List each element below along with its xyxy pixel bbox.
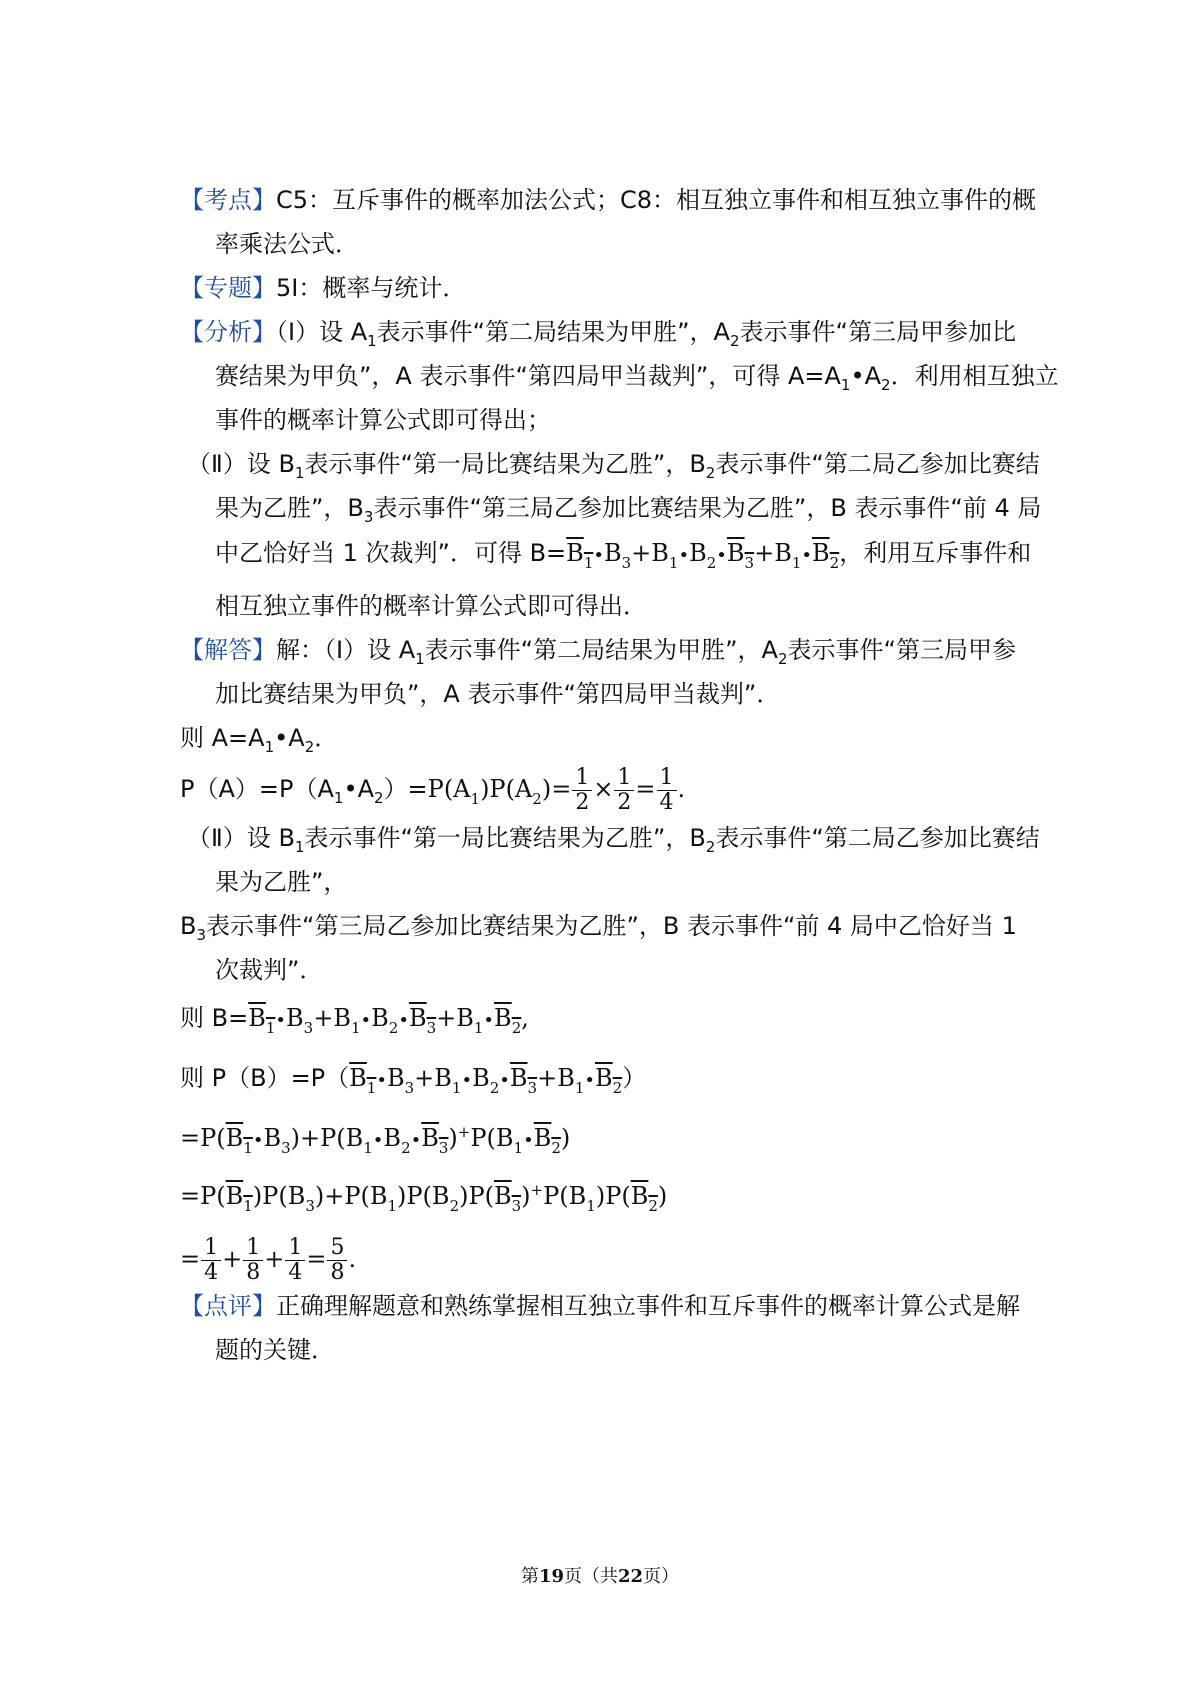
jieda-line-1 [180, 634, 1016, 669]
jieda-line-7 [180, 910, 1017, 945]
formula-pb: $B_1•B_3+B_1•B_2•B_3+B_1•B_2$ [349, 1064, 623, 1097]
fenxi-text: 表示事件“第二局结果为甲胜”，A [376, 318, 730, 346]
zhuanti-line [180, 272, 466, 304]
jieda-line-4 [180, 766, 685, 815]
subscript: 2 [374, 789, 384, 807]
jieda-text: B [180, 912, 197, 940]
fenxi-text: ．利用相互独立 [890, 362, 1059, 390]
fenxi-text: ，利用互斥事件和 [839, 539, 1032, 567]
subscript: 1 [840, 376, 851, 394]
jieda-text: 表示事件“第三局甲参 [787, 636, 1016, 664]
subscript: 1 [333, 789, 344, 807]
fenxi-tag: 【分析】 [180, 318, 276, 346]
subscript: 2 [729, 332, 740, 350]
fenxi-text: （Ⅰ）设 A [276, 318, 368, 346]
fenxi-text: 表示事件“第一局比赛结果为乙胜”，B [304, 450, 706, 478]
total-pages: 22 [618, 1566, 644, 1587]
kaodian-tag: 【考点】 [180, 186, 276, 214]
jieda-line-11 [180, 1122, 570, 1157]
jieda-line-8: 次裁判”． [215, 956, 324, 984]
subscript: 2 [705, 464, 716, 482]
dianping-line-2: 题的关键． [215, 1336, 335, 1364]
page-number: 19 [538, 1566, 564, 1587]
fenxi-line-2 [215, 360, 1059, 395]
jieda-text: •A [274, 724, 305, 752]
jieda-line-10 [180, 1062, 646, 1097]
jieda-text: 表示事件“第二局结果为甲胜”，A [424, 636, 778, 664]
subscript: 1 [264, 738, 275, 756]
jieda-text: 则 A=A [180, 724, 265, 752]
jieda-line-13 [180, 1236, 356, 1285]
footer-text: 页） [643, 1566, 680, 1587]
jieda-text: ） [622, 1064, 647, 1092]
kaodian-line-1 [180, 184, 1036, 216]
fenxi-line-6 [215, 537, 1031, 572]
fenxi-text: 表示事件“第三局甲参加比 [739, 318, 1016, 346]
jieda-text: ）= [383, 775, 428, 803]
kaodian-line-2: 率乘法公式． [215, 230, 359, 258]
dianping-tag: 【点评】 [180, 1292, 276, 1320]
fenxi-text: 赛结果为甲负”，A 表示事件“第四局甲当裁判”，可得 A=A [215, 362, 841, 390]
fenxi-text: •A [850, 362, 882, 390]
jieda-line-6: 果为乙胜”， [215, 868, 348, 896]
jieda-text: 表示事件“第一局比赛结果为乙胜”，B [304, 824, 706, 852]
formula-sum-2: $=P(B_1)P(B_3)+P(B_1)P(B_2)P(B_3)^+P(B_1)P(B_2)$ [180, 1181, 668, 1215]
jieda-text: •A [343, 775, 375, 803]
footer-text: 第 [520, 1566, 539, 1587]
zhuanti-tag: 【专题】 [180, 274, 276, 302]
kaodian-text-1: C5：互斥事件的概率加法公式；C8：相互独立事件和相互独立事件的概 [276, 186, 1037, 214]
subscript: 1 [294, 464, 305, 482]
formula-b: $B_1•B_3+B_1•B_2•B_3+B_1•B_2$ [566, 539, 840, 572]
page-footer [0, 1562, 1200, 1588]
jieda-text: 则 P（B）=P（ [180, 1064, 350, 1092]
formula-sum-1: $=P(B_1•B_3)+P(B_1•B_2•B_3)^+P(B_1•B_2)$ [180, 1123, 571, 1157]
jieda-line-12 [180, 1180, 667, 1215]
fenxi-text: 表示事件“第二局乙参加比赛结 [715, 450, 1040, 478]
jieda-text: 解：（Ⅰ）设 A [276, 636, 416, 664]
jieda-text: 表示事件“第二局乙参加比赛结 [715, 824, 1040, 852]
footer-text: 页（共 [564, 1566, 618, 1587]
jieda-tag: 【解答】 [180, 636, 276, 664]
fenxi-text: 果为乙胜”，B [215, 494, 364, 522]
subscript: 1 [294, 838, 305, 856]
fenxi-line-5 [215, 492, 1041, 527]
dianping-line-1 [180, 1290, 1020, 1322]
fenxi-text: 中乙恰好当 1 次裁判”．可得 B= [215, 539, 567, 567]
dianping-text: 正确理解题意和熟练掌握相互独立事件和互斥事件的概率计算公式是解 [276, 1292, 1020, 1320]
formula-b-2: $B_1•B_3+B_1•B_2•B_3+B_1•B_2$, [248, 1004, 529, 1037]
subscript: 1 [415, 650, 425, 668]
jieda-text: 则 B= [180, 1004, 249, 1032]
zhuanti-text: 5I：概率与统计． [276, 274, 467, 302]
formula-pa: $P(A_1)P(A_2)=$ $\frac{1}{2}$ × $\frac{1}{2}$ = $\frac{1}{4}$ . [427, 765, 686, 815]
subscript: 2 [881, 376, 891, 394]
subscript: 1 [367, 332, 377, 350]
fenxi-line-1 [180, 316, 1016, 351]
subscript: 2 [777, 650, 788, 668]
subscript: 2 [705, 838, 716, 856]
formula-result: = $\frac{1}{4}$ + $\frac{1}{8}$ + $\frac{1}{4}$ = $\frac{5}{8}$ . [180, 1235, 357, 1285]
subscript: 2 [304, 738, 315, 756]
fenxi-text: 表示事件“第三局乙参加比赛结果为乙胜”，B 表示事件“前 4 局 [373, 494, 1042, 522]
fenxi-line-3: 事件的概率计算公式即可得出； [215, 406, 551, 434]
subscript: 3 [363, 508, 374, 526]
subscript: 3 [196, 926, 207, 944]
fenxi-line-7: 相互独立事件的概率计算公式即可得出． [215, 592, 647, 620]
jieda-line-3 [180, 722, 338, 757]
jieda-line-2: 加比赛结果为甲负”，A 表示事件“第四局甲当裁判”． [215, 680, 781, 708]
jieda-text: 表示事件“第三局乙参加比赛结果为乙胜”，B 表示事件“前 4 局中乙恰好当 1 [206, 912, 1017, 940]
jieda-text: ． [314, 724, 339, 752]
fenxi-line-4 [187, 448, 1040, 483]
jieda-text: （Ⅱ）设 B [187, 824, 295, 852]
jieda-text: P（A）=P（A [180, 775, 334, 803]
fenxi-text: （Ⅱ）设 B [187, 450, 295, 478]
jieda-line-9 [180, 1002, 529, 1037]
jieda-line-5 [187, 822, 1040, 857]
